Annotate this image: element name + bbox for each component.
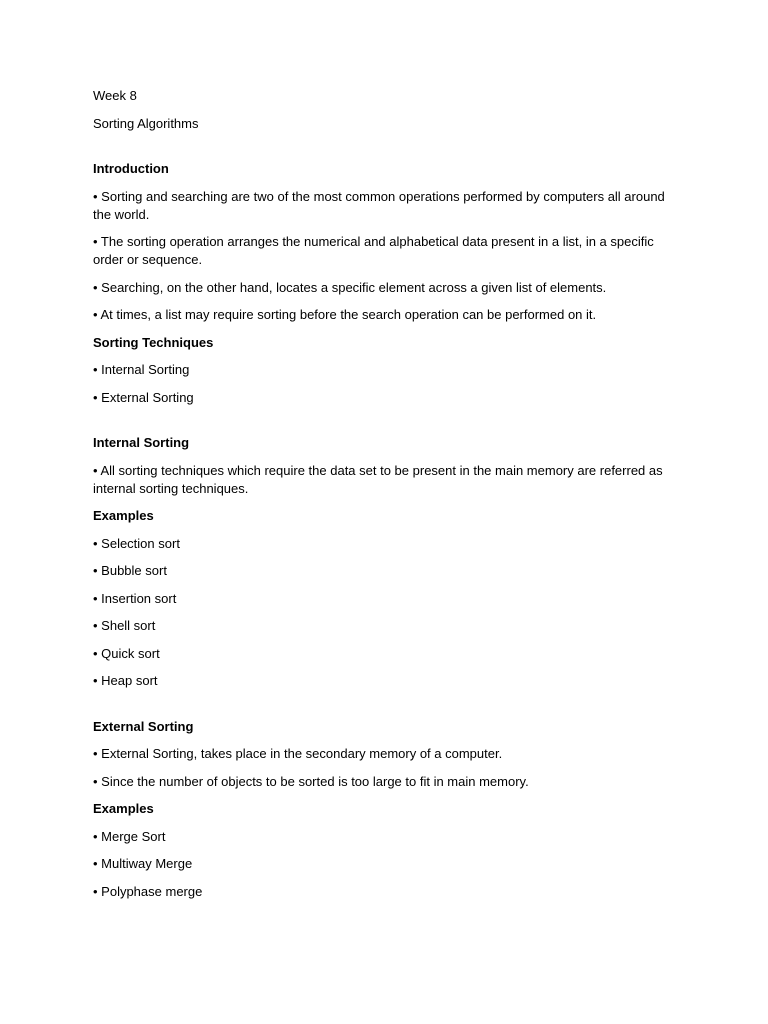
external-example-item: • Multiway Merge <box>93 856 193 871</box>
internal-example-item: • Selection sort <box>93 535 180 551</box>
introduction-bullet: • Sorting and searching are two of the most common operations performed by computers all around the world. <box>93 188 665 222</box>
external-sorting-heading: External Sorting <box>93 718 194 734</box>
introduction-bullet: • The sorting operation arranges the numerical and alphabetical data present in a list, in a specific order or sequence. <box>93 234 654 267</box>
internal-example-item: • Bubble sort <box>93 563 167 578</box>
internal-sorting-bullet: • All sorting techniques which require the data set to be present in the main memory are referred as internal sorting techniques. <box>93 462 663 496</box>
external-sorting-bullet: • Since the number of objects to be sorted is too large to fit in main memory. <box>93 773 529 789</box>
external-example-item: • Merge Sort <box>93 828 166 844</box>
internal-example-item: • Insertion sort <box>93 590 177 606</box>
introduction-bullet: • Searching, on the other hand, locates a specific element across a given list of elements. <box>93 279 607 295</box>
internal-example-item: • Heap sort <box>93 673 158 688</box>
external-sorting-bullet: • External Sorting, takes place in the secondary memory of a computer. <box>93 746 503 761</box>
internal-examples-heading: Examples <box>93 508 154 523</box>
internal-sorting-heading: Internal Sorting <box>93 435 190 450</box>
spacer <box>93 142 678 160</box>
week-label: Week 8 <box>93 88 137 103</box>
spacer <box>93 700 678 718</box>
external-example-item: • Polyphase merge <box>93 883 203 899</box>
techniques-bullet: • External Sorting <box>93 389 194 405</box>
external-examples-heading: Examples <box>93 801 154 816</box>
techniques-bullet: • Internal Sorting <box>93 362 190 377</box>
internal-example-item: • Shell sort <box>93 618 156 633</box>
internal-example-item: • Quick sort <box>93 645 160 661</box>
techniques-heading: Sorting Techniques <box>93 334 214 350</box>
spacer <box>93 416 678 434</box>
document-title: Sorting Algorithms <box>93 115 199 131</box>
introduction-bullet: • At times, a list may require sorting before the search operation can be performed on it. <box>93 307 597 322</box>
introduction-heading: Introduction <box>93 161 169 176</box>
